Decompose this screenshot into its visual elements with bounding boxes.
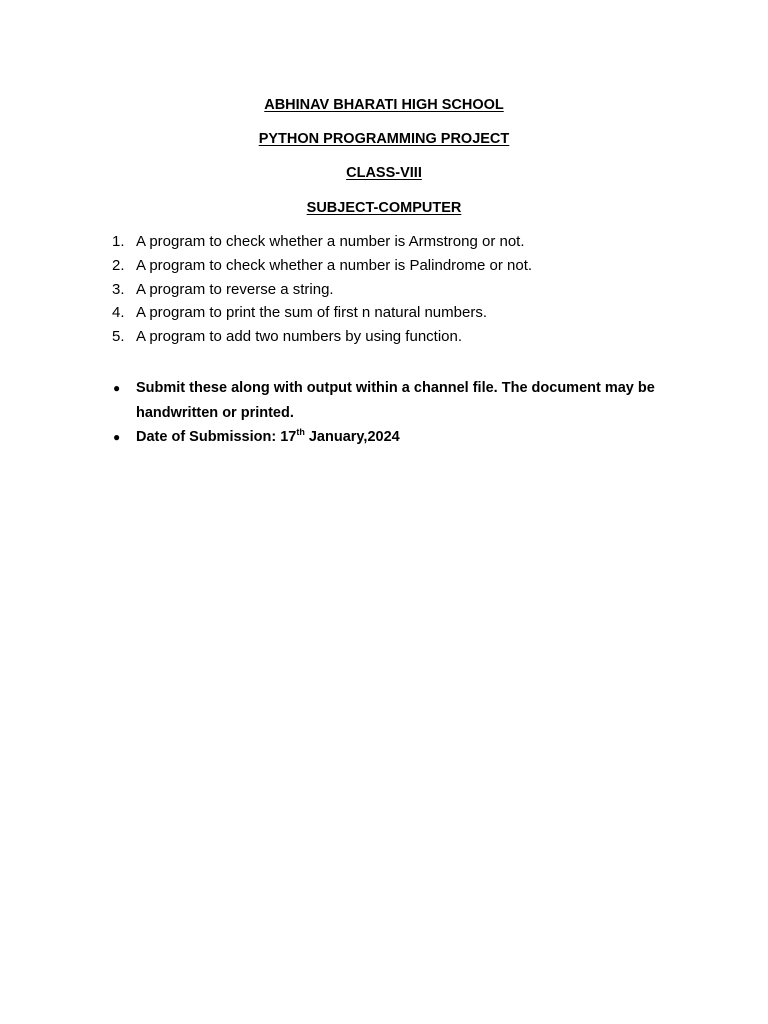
program-number: 4. (112, 304, 125, 322)
program-text: A program to add two numbers by using function. (136, 328, 463, 346)
notes-list (112, 376, 682, 450)
submission-date-note (112, 425, 682, 450)
program-text: A program to check whether a number is Palindrome or not. (136, 256, 533, 274)
program-number: 5. (112, 328, 125, 346)
program-text: A program to print the sum of first n natural numbers. (136, 304, 487, 322)
class-heading: CLASS-VIII (346, 165, 422, 181)
program-item (112, 256, 712, 280)
program-list (112, 232, 712, 351)
project-title-heading: PYTHON PROGRAMMING PROJECT (258, 131, 510, 147)
program-text: A program to check whether a number is Armstrong or not. (136, 233, 525, 250)
program-item (112, 303, 712, 327)
program-number: 3. (112, 280, 125, 298)
program-number: 2. (112, 256, 125, 274)
program-item (112, 232, 712, 256)
program-item (112, 280, 712, 304)
submission-instructions-text: Submit these along with output within a channel file. The document may be handwritten or printed. (136, 380, 655, 421)
submission-date-suffix: January,2024 (304, 429, 400, 445)
bullet-icon: ● (113, 381, 121, 395)
program-item (112, 327, 712, 351)
bullet-icon: ● (113, 430, 121, 444)
program-text: A program to reverse a string. (136, 280, 334, 298)
program-number: 1. (112, 233, 125, 250)
submission-date-prefix: Date of Submission: 17 (136, 429, 297, 445)
subject-heading: SUBJECT-COMPUTER (306, 200, 462, 216)
submission-instructions-note (112, 376, 682, 425)
submission-date-ordinal: th (296, 427, 305, 437)
school-name-heading: ABHINAV BHARATI HIGH SCHOOL (264, 97, 504, 113)
